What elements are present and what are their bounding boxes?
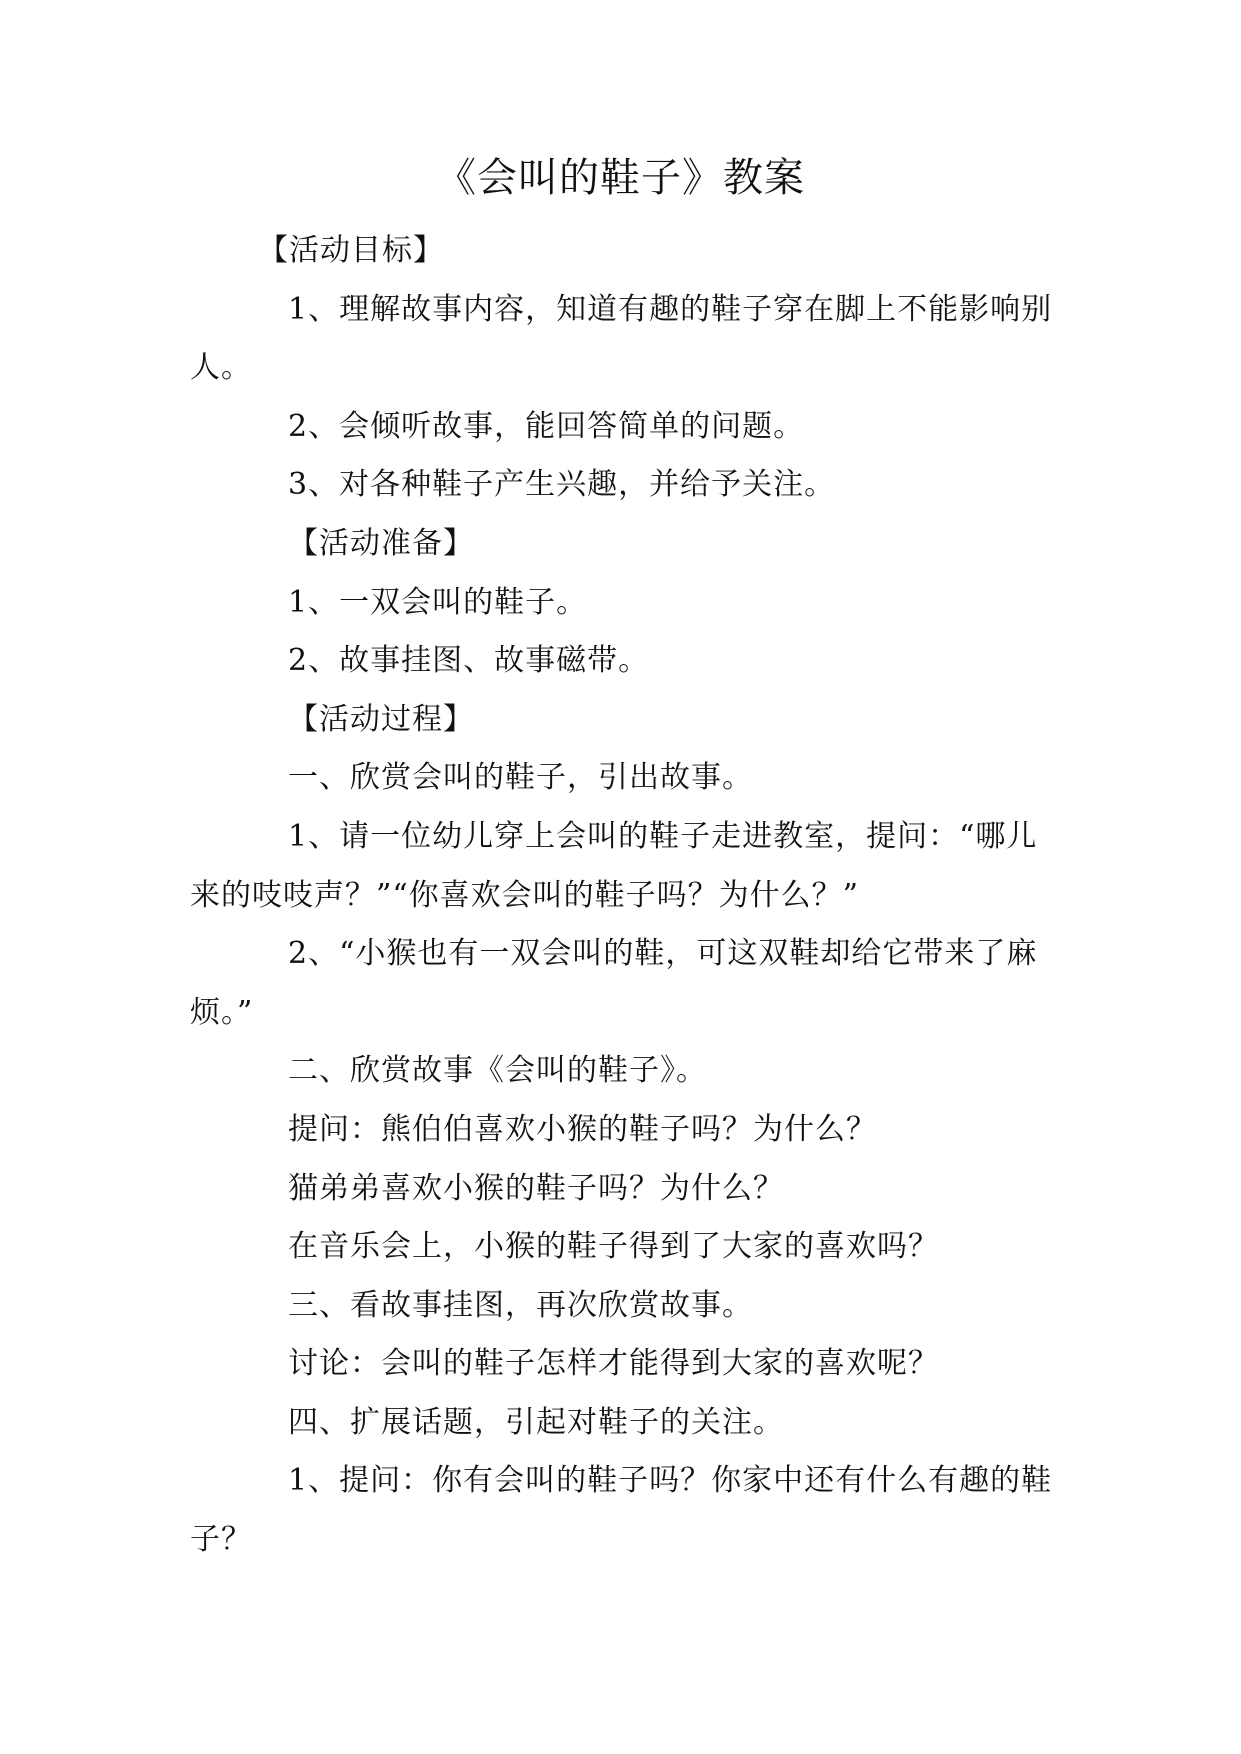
- paragraph: 3、对各种鞋子产生兴趣，并给予关注。: [288, 467, 836, 503]
- paragraph: 四、扩展话题，引起对鞋子的关注。: [288, 1404, 784, 1440]
- paragraph: 1、一双会叫的鞋子。: [288, 584, 588, 620]
- section-heading: 【活动过程】: [288, 701, 474, 737]
- paragraph: 2、故事挂图、故事磁带。: [288, 643, 650, 679]
- paragraph: 三、看故事挂图，再次欣赏故事。: [288, 1287, 753, 1323]
- paragraph: 猫弟弟喜欢小猴的鞋子吗？为什么？: [288, 1170, 784, 1206]
- page-title: 《会叫的鞋子》教案: [436, 155, 805, 201]
- paragraph: 在音乐会上，小猴的鞋子得到了大家的喜欢吗？: [288, 1229, 939, 1265]
- paragraph: 二、欣赏故事《会叫的鞋子》。: [288, 1053, 707, 1089]
- paragraph: 2、会倾听故事，能回答简单的问题。: [288, 408, 805, 444]
- paragraph: 1、提问：你有会叫的鞋子吗？你家中还有什么有趣的鞋子？: [190, 1463, 1053, 1558]
- paragraph: 1、理解故事内容，知道有趣的鞋子穿在脚上不能影响别人。: [190, 291, 1053, 386]
- section-heading: 【活动准备】: [288, 525, 474, 561]
- paragraph: 1、请一位幼儿穿上会叫的鞋子走进教室，提问：“哪儿来的吱吱声？”“你喜欢会叫的鞋子吗？为什么？”: [190, 818, 1038, 913]
- paragraph: 2、“小猴也有一双会叫的鞋，可这双鞋却给它带来了麻烦。”: [190, 936, 1038, 1030]
- paragraph: 提问：熊伯伯喜欢小猴的鞋子吗？为什么？: [288, 1111, 877, 1147]
- paragraph: 讨论：会叫的鞋子怎样才能得到大家的喜欢呢？: [288, 1346, 939, 1382]
- paragraph: 一、欣赏会叫的鞋子，引出故事。: [288, 760, 753, 796]
- document-body: [190, 222, 1062, 1570]
- section-heading: 【活动目标】: [258, 233, 444, 268]
